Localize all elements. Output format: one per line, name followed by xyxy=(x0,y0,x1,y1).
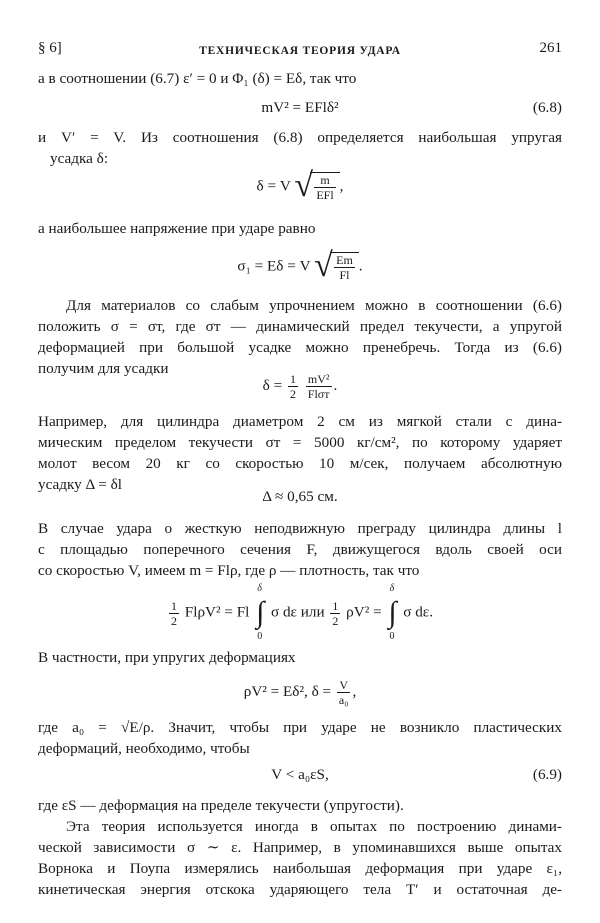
text-line: с площадью поперечного сечения F, движущегося вдоль своей оси xyxy=(38,541,562,558)
equation-part: ρV² = Eδ², δ = xyxy=(243,682,332,700)
text-line: В частности, при упругих деформациях xyxy=(38,649,296,666)
section-marker: § 6] xyxy=(38,40,62,56)
text-line: усадку Δ = δl xyxy=(38,476,123,493)
equation-part: δ = xyxy=(262,376,283,394)
text-line: деформацией при большой усадке можно пренебречь. Тогда из (6.6) xyxy=(38,339,562,356)
denominator: 2 xyxy=(290,387,296,401)
numerator: 1 xyxy=(332,598,339,613)
text-line: деформаций, необходимо, чтобы xyxy=(38,740,250,757)
text-line: Для материалов со слабым упрочнением можно в соотношении (6.6) xyxy=(66,297,562,314)
equation-part: FlρV² = Fl xyxy=(184,603,250,621)
integral-sign: δ ∫ 0 xyxy=(256,583,265,642)
fraction xyxy=(314,173,335,202)
denominator: Flσт xyxy=(307,387,330,401)
equation-sigma xyxy=(0,247,600,284)
fraction xyxy=(306,372,332,401)
numerator: V xyxy=(337,678,351,693)
page-number: 261 xyxy=(539,40,562,56)
equation-part: σ dε. xyxy=(403,603,433,621)
text-line: Например, для цилиндра диаметром 2 см из мягкой стали с дина- xyxy=(38,413,562,430)
numerator: mV² xyxy=(306,372,332,387)
equation-6-8: mV² = EFlδ² xyxy=(261,99,339,116)
text-line: мическим пределом текучести σт = 5000 кг/см², по которому ударяет xyxy=(38,434,562,451)
radical-sign: √ xyxy=(314,247,333,284)
fraction xyxy=(334,253,355,282)
fraction xyxy=(288,372,298,401)
text-line: усадка δ: xyxy=(50,150,109,167)
text-line: кинетическая энергия отскока ударяющего тела T′ и остаточная де- xyxy=(38,881,562,898)
text-line: а в соотношении (6.7) ε′ = 0 и Φ₁ (δ) = Eδ, так что xyxy=(38,70,357,87)
lower-limit: 0 xyxy=(257,631,263,642)
text-line: где a₀ = √E/ρ. Значит, чтобы при ударе не возникло пластических xyxy=(38,719,562,736)
equation-part: . xyxy=(333,376,338,394)
numerator: 1 xyxy=(290,372,296,386)
equation-part: σ₁ = Eδ = V xyxy=(237,257,311,275)
text-line: получим для усадки xyxy=(38,360,169,377)
fraction xyxy=(337,678,351,707)
equation-part: ρV² = xyxy=(346,603,382,621)
text-line: положить σ = σт, где σт — динамический предел текучести, а упругой xyxy=(38,318,562,335)
text-line: Эта теория используется иногда в опытах по построению динами- xyxy=(66,818,562,835)
square-root xyxy=(294,167,339,204)
square-root xyxy=(314,247,359,284)
upper-limit: δ xyxy=(389,583,395,594)
equation-6-9: V < a₀εS, xyxy=(271,766,329,783)
denominator: a₀ xyxy=(338,693,349,707)
equation-part: , xyxy=(339,177,344,195)
denominator: EFl xyxy=(316,188,334,202)
equation-delta xyxy=(0,167,600,204)
equation-part: . xyxy=(358,257,363,275)
text-line: где εS — деформация на пределе текучести (упругости). xyxy=(38,797,404,814)
numerator: m xyxy=(314,173,335,188)
denominator: 2 xyxy=(171,613,177,628)
equation-part: σ dε или xyxy=(270,603,325,621)
lower-limit: 0 xyxy=(389,631,395,642)
text-line: В случае удара о жесткую неподвижную преграду цилиндра длины l xyxy=(38,520,562,537)
text-line: Ворнока и Поупа измерялись наибольшая деформация при ударе ε₁, xyxy=(38,860,562,877)
equation-number: (6.8) xyxy=(532,99,562,116)
equation-part: , xyxy=(352,682,357,700)
text-line: и V′ = V. Из соотношения (6.8) определяется наибольшая упругая xyxy=(38,129,562,146)
running-title: ТЕХНИЧЕСКАЯ ТЕОРИЯ УДАРА xyxy=(199,45,401,57)
integral-sign: δ ∫ 0 xyxy=(388,583,397,642)
text-line: молот весом 20 кг со скоростью 10 м/сек, получаем абсолютную xyxy=(38,455,562,472)
fraction xyxy=(330,599,340,628)
equation-delta-value: Δ ≈ 0,65 см. xyxy=(262,488,338,505)
equation-integral xyxy=(0,583,600,642)
equation-elastic xyxy=(0,678,600,707)
denominator: Fl xyxy=(339,268,350,282)
text-line: а наибольшее напряжение при ударе равно xyxy=(38,220,316,237)
numerator: Em xyxy=(336,253,353,267)
equation-part: δ = V xyxy=(256,177,291,195)
equation-number: (6.9) xyxy=(532,766,562,783)
numerator: 1 xyxy=(171,598,177,613)
fraction xyxy=(169,599,179,628)
radical-sign: √ xyxy=(294,167,313,204)
denominator: 2 xyxy=(332,613,339,628)
upper-limit: δ xyxy=(257,583,262,594)
text-line: со скоростью V, имеем m = Flρ, где ρ — плотность, так что xyxy=(38,562,420,579)
text-line: ческой зависимости σ ∼ ε. Например, в упоминавшихся выше опытах xyxy=(38,839,562,856)
equation-usadka xyxy=(0,372,600,401)
